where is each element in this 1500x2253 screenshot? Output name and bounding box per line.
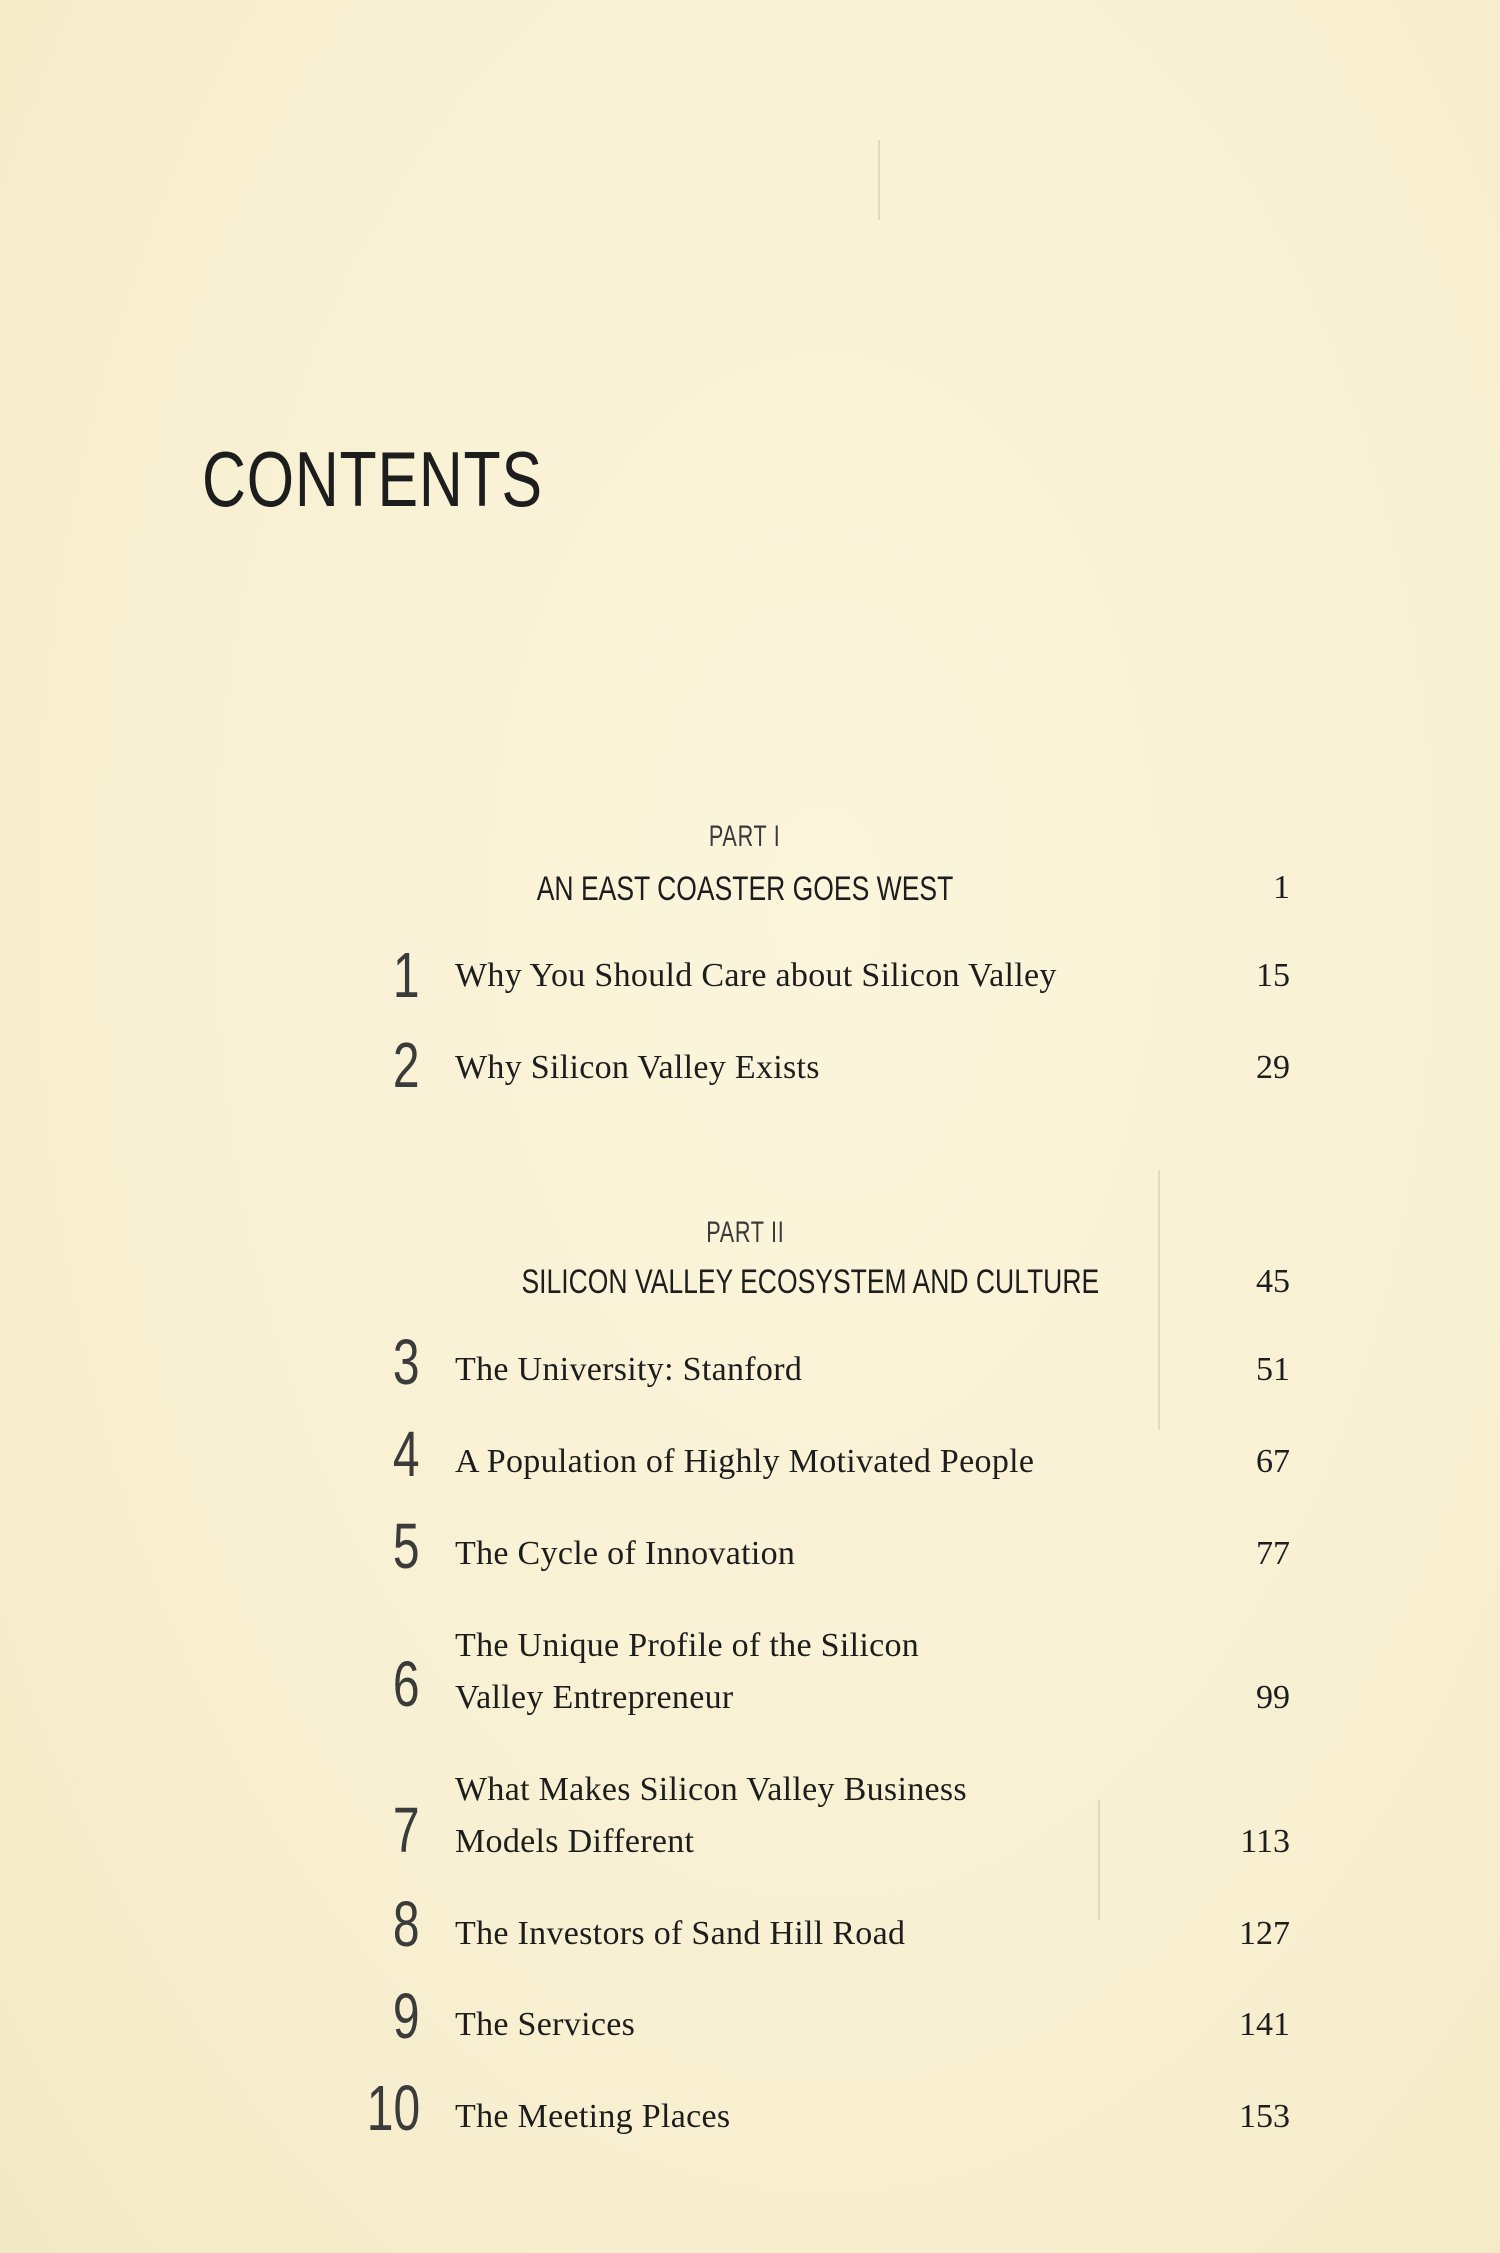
chapter-title[interactable]: Why Silicon Valley Exists — [455, 1049, 820, 1086]
chapter-number: 9 — [393, 1980, 420, 2052]
chapter-title[interactable]: A Population of Highly Motivated People — [455, 1443, 1035, 1480]
chapter-number: 1 — [393, 939, 420, 1011]
chapter-number: 3 — [393, 1326, 420, 1398]
chapter-number: 5 — [393, 1510, 420, 1582]
chapter-number: 7 — [393, 1794, 420, 1866]
part-page-number: 45 — [1256, 1263, 1290, 1300]
chapter-page-number: 153 — [1239, 2098, 1290, 2135]
chapter-page-number: 141 — [1239, 2006, 1290, 2043]
part-title: AN EAST COASTER GOES WEST — [536, 870, 954, 908]
chapter-title[interactable]: The Cycle of Innovation — [455, 1535, 796, 1572]
chapter-number: 6 — [393, 1648, 420, 1720]
chapter-title[interactable]: The Services — [455, 2006, 636, 2043]
chapter-page-number: 127 — [1239, 1915, 1290, 1952]
chapter-title[interactable] — [455, 1620, 1175, 1724]
part-page-number: 1 — [1273, 869, 1290, 906]
chapter-number: 8 — [393, 1888, 420, 1960]
chapter-number: 10 — [366, 2072, 420, 2144]
chapter-title-line: The Unique Profile of the Silicon — [455, 1627, 920, 1664]
chapter-title-line: Models Different — [455, 1823, 695, 1860]
chapter-title-line: What Makes Silicon Valley Business — [455, 1771, 967, 1808]
chapter-number: 2 — [393, 1029, 420, 1101]
chapter-page-number: 113 — [1240, 1823, 1290, 1860]
chapter-page-number: 67 — [1256, 1443, 1290, 1480]
chapter-number: 4 — [393, 1418, 420, 1490]
chapter-title[interactable]: The Investors of Sand Hill Road — [455, 1915, 906, 1952]
chapter-page-number: 51 — [1256, 1351, 1290, 1388]
chapter-title-line: Valley Entrepreneur — [455, 1679, 734, 1716]
paper-crease — [878, 140, 880, 220]
chapter-title[interactable]: The Meeting Places — [455, 2098, 731, 2135]
chapter-title[interactable]: The University: Stanford — [455, 1351, 803, 1388]
chapter-page-number: 77 — [1256, 1535, 1290, 1572]
part-label: PART II — [705, 1216, 785, 1249]
chapter-title[interactable] — [455, 1764, 1175, 1868]
part-label: PART I — [709, 820, 781, 853]
chapter-page-number: 29 — [1256, 1049, 1290, 1086]
part-title: SILICON VALLEY ECOSYSTEM AND CULTURE — [521, 1263, 1100, 1301]
chapter-page-number: 99 — [1256, 1679, 1290, 1716]
page-title: CONTENTS — [202, 435, 543, 523]
chapter-title[interactable]: Why You Should Care about Silicon Valley — [455, 957, 1057, 994]
chapter-page-number: 15 — [1256, 957, 1290, 994]
